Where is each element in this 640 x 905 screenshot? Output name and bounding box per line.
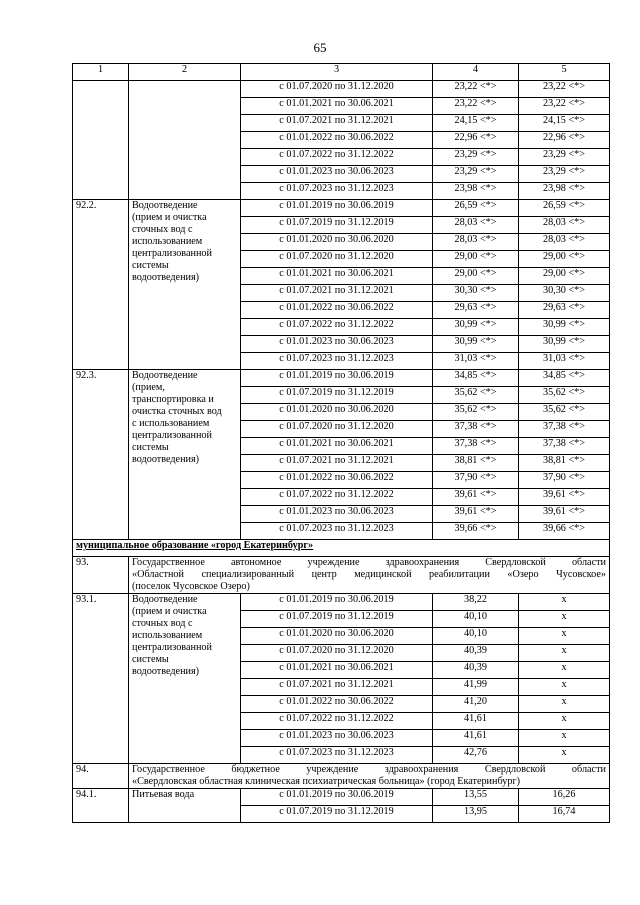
organization-name-line: Государственное автономное учреждение здравоохранения Свердловской области [132, 557, 606, 568]
tariff-value-col4: 40,39 [433, 662, 519, 679]
tariff-value-col5: x [519, 679, 610, 696]
tariff-value-col5: 23,98 <*> [519, 183, 610, 200]
item-number: 93.1. [73, 594, 129, 764]
item-number: 92.3. [73, 370, 129, 540]
item-number: 94.1. [73, 789, 129, 823]
tariff-value-col4: 41,20 [433, 696, 519, 713]
table-row [73, 370, 610, 387]
tariff-value-col5: 35,62 <*> [519, 404, 610, 421]
period-cell: с 01.07.2020 по 31.12.2020 [241, 421, 433, 438]
tariff-value-col4: 28,03 <*> [433, 234, 519, 251]
description-line: централизованной [132, 248, 212, 259]
period-cell: с 01.07.2022 по 31.12.2022 [241, 149, 433, 166]
tariff-value-col5: 23,29 <*> [519, 149, 610, 166]
tariff-value-col4: 34,85 <*> [433, 370, 519, 387]
period-cell: с 01.01.2022 по 30.06.2022 [241, 302, 433, 319]
description-line: транспортировка и [132, 394, 214, 405]
tariff-value-col5: x [519, 628, 610, 645]
period-cell: с 01.01.2022 по 30.06.2022 [241, 696, 433, 713]
description-line: (прием и очистка [132, 212, 207, 223]
period-cell: с 01.01.2020 по 30.06.2020 [241, 628, 433, 645]
table-row [73, 789, 610, 806]
tariff-value-col4: 38,81 <*> [433, 455, 519, 472]
period-cell: с 01.01.2023 по 30.06.2023 [241, 730, 433, 747]
tariff-value-col4: 26,59 <*> [433, 200, 519, 217]
tariff-value-col4: 23,22 <*> [433, 98, 519, 115]
period-cell: с 01.07.2023 по 31.12.2023 [241, 353, 433, 370]
tariff-value-col4: 22,96 <*> [433, 132, 519, 149]
item-description [129, 789, 241, 823]
tariff-value-col5: 29,00 <*> [519, 251, 610, 268]
description-line: использованием [132, 630, 203, 641]
tariff-value-col4: 30,99 <*> [433, 336, 519, 353]
description-line: сточных вод с [132, 224, 193, 235]
description-line: системы [132, 654, 169, 665]
tariff-value-col4: 29,63 <*> [433, 302, 519, 319]
period-cell: с 01.07.2021 по 31.12.2021 [241, 455, 433, 472]
description-line: системы [132, 442, 169, 453]
period-cell: с 01.01.2021 по 30.06.2021 [241, 268, 433, 285]
tariff-value-col5: 39,61 <*> [519, 506, 610, 523]
description-line: Водоотведение [132, 594, 198, 605]
period-cell: с 01.07.2022 по 31.12.2022 [241, 319, 433, 336]
description-line: Водоотведение [132, 200, 198, 211]
tariff-value-col4: 37,90 <*> [433, 472, 519, 489]
tariff-value-col5: 29,00 <*> [519, 268, 610, 285]
item-number [73, 81, 129, 200]
organization-name [129, 557, 610, 594]
tariff-value-col5: 16,74 [519, 806, 610, 823]
period-cell: с 01.01.2019 по 30.06.2019 [241, 200, 433, 217]
item-number: 92.2. [73, 200, 129, 370]
tariff-value-col5: 31,03 <*> [519, 353, 610, 370]
period-cell: с 01.07.2023 по 31.12.2023 [241, 183, 433, 200]
period-cell: с 01.07.2023 по 31.12.2023 [241, 523, 433, 540]
header-row [73, 64, 610, 81]
tariff-value-col5: x [519, 747, 610, 764]
tariff-value-col5: 37,90 <*> [519, 472, 610, 489]
tariff-value-col5: 23,22 <*> [519, 81, 610, 98]
tariff-value-col4: 41,99 [433, 679, 519, 696]
tariff-value-col4: 37,38 <*> [433, 421, 519, 438]
item-description [129, 370, 241, 540]
table-row [73, 594, 610, 611]
tariff-value-col5: 24,15 <*> [519, 115, 610, 132]
tariff-value-col5: x [519, 594, 610, 611]
tariff-table-body [73, 64, 610, 823]
description-line: водоотведения) [132, 454, 200, 465]
period-cell: с 01.07.2019 по 31.12.2019 [241, 806, 433, 823]
period-cell: с 01.07.2021 по 31.12.2021 [241, 285, 433, 302]
period-cell: с 01.01.2021 по 30.06.2021 [241, 662, 433, 679]
period-cell: с 01.01.2021 по 30.06.2021 [241, 98, 433, 115]
tariff-value-col4: 24,15 <*> [433, 115, 519, 132]
tariff-value-col5: x [519, 730, 610, 747]
organization-name-line: «Областной специализированный центр медицинской реабилитации «Озеро Чусовское» [132, 569, 606, 580]
period-cell: с 01.01.2022 по 30.06.2022 [241, 472, 433, 489]
organization-name-line: (поселок Чусовское Озеро) [132, 581, 250, 592]
description-line: сточных вод с [132, 618, 193, 629]
organization-name-line: Государственное бюджетное учреждение здравоохранения Свердловской области [132, 764, 606, 775]
period-cell: с 01.07.2021 по 31.12.2021 [241, 679, 433, 696]
tariff-value-col4: 28,03 <*> [433, 217, 519, 234]
organization-row [73, 557, 610, 594]
organization-number: 93. [73, 557, 129, 594]
header-col-4: 4 [433, 64, 519, 81]
description-line: централизованной [132, 430, 212, 441]
tariff-value-col4: 23,29 <*> [433, 149, 519, 166]
description-line: очистка сточных вод [132, 406, 222, 417]
tariff-value-col4: 13,55 [433, 789, 519, 806]
tariff-value-col4: 23,22 <*> [433, 81, 519, 98]
tariff-value-col4: 30,99 <*> [433, 319, 519, 336]
tariff-value-col4: 37,38 <*> [433, 438, 519, 455]
period-cell: с 01.07.2019 по 31.12.2019 [241, 611, 433, 628]
tariff-value-col5: x [519, 611, 610, 628]
period-cell: с 01.07.2021 по 31.12.2021 [241, 115, 433, 132]
tariff-value-col5: 38,81 <*> [519, 455, 610, 472]
period-cell: с 01.01.2019 по 30.06.2019 [241, 789, 433, 806]
tariff-value-col4: 39,61 <*> [433, 489, 519, 506]
tariff-value-col4: 23,98 <*> [433, 183, 519, 200]
description-line: (прием и очистка [132, 606, 207, 617]
description-line: централизованной [132, 642, 212, 653]
period-cell: с 01.01.2023 по 30.06.2023 [241, 166, 433, 183]
description-line: водоотведения) [132, 666, 200, 677]
description-line: использованием [132, 236, 203, 247]
tariff-value-col5: 39,61 <*> [519, 489, 610, 506]
tariff-value-col4: 39,61 <*> [433, 506, 519, 523]
tariff-value-col4: 40,10 [433, 628, 519, 645]
organization-row [73, 764, 610, 789]
tariff-value-col4: 35,62 <*> [433, 404, 519, 421]
tariff-value-col5: 29,63 <*> [519, 302, 610, 319]
tariff-value-col5: x [519, 713, 610, 730]
tariff-value-col5: 30,30 <*> [519, 285, 610, 302]
header-col-1: 1 [73, 64, 129, 81]
tariff-table [72, 63, 610, 823]
tariff-value-col4: 41,61 [433, 713, 519, 730]
period-cell: с 01.01.2023 по 30.06.2023 [241, 506, 433, 523]
period-cell: с 01.01.2020 по 30.06.2020 [241, 404, 433, 421]
table-row [73, 200, 610, 217]
tariff-value-col5: 39,66 <*> [519, 523, 610, 540]
header-col-5: 5 [519, 64, 610, 81]
period-cell: с 01.07.2022 по 31.12.2022 [241, 489, 433, 506]
tariff-value-col5: 16,26 [519, 789, 610, 806]
tariff-value-col4: 29,00 <*> [433, 268, 519, 285]
period-cell: с 01.07.2020 по 31.12.2020 [241, 645, 433, 662]
tariff-value-col5: 37,38 <*> [519, 421, 610, 438]
tariff-value-col4: 35,62 <*> [433, 387, 519, 404]
period-cell: с 01.07.2020 по 31.12.2020 [241, 81, 433, 98]
description-line: системы [132, 260, 169, 271]
tariff-value-col4: 40,10 [433, 611, 519, 628]
tariff-value-col4: 23,29 <*> [433, 166, 519, 183]
municipality-row [73, 540, 610, 557]
municipality-heading: муниципальное образование «город Екатеринбург» [73, 540, 610, 557]
tariff-value-col5: 28,03 <*> [519, 234, 610, 251]
tariff-value-col5: x [519, 645, 610, 662]
period-cell: с 01.01.2022 по 30.06.2022 [241, 132, 433, 149]
tariff-value-col5: 37,38 <*> [519, 438, 610, 455]
tariff-value-col5: 35,62 <*> [519, 387, 610, 404]
item-description [129, 200, 241, 370]
period-cell: с 01.01.2019 по 30.06.2019 [241, 594, 433, 611]
tariff-value-col5: 26,59 <*> [519, 200, 610, 217]
item-description [129, 81, 241, 200]
period-cell: с 01.01.2023 по 30.06.2023 [241, 336, 433, 353]
period-cell: с 01.07.2020 по 31.12.2020 [241, 251, 433, 268]
tariff-value-col4: 29,00 <*> [433, 251, 519, 268]
tariff-value-col4: 31,03 <*> [433, 353, 519, 370]
tariff-value-col5: 23,29 <*> [519, 166, 610, 183]
table-row [73, 81, 610, 98]
tariff-value-col4: 30,30 <*> [433, 285, 519, 302]
tariff-value-col5: 28,03 <*> [519, 217, 610, 234]
tariff-value-col5: x [519, 696, 610, 713]
tariff-value-col4: 38,22 [433, 594, 519, 611]
tariff-value-col5: 30,99 <*> [519, 319, 610, 336]
period-cell: с 01.07.2022 по 31.12.2022 [241, 713, 433, 730]
description-line: Питьевая вода [132, 789, 195, 800]
page-number: 65 [313, 40, 327, 55]
header-col-3: 3 [241, 64, 433, 81]
description-line: (прием, [132, 382, 165, 393]
tariff-value-col5: x [519, 662, 610, 679]
item-description [129, 594, 241, 764]
period-cell: с 01.07.2019 по 31.12.2019 [241, 217, 433, 234]
organization-name-line: «Свердловская областная клиническая психиатрическая больница» (город Екатеринбург) [132, 776, 521, 787]
tariff-value-col5: 23,22 <*> [519, 98, 610, 115]
tariff-value-col4: 41,61 [433, 730, 519, 747]
description-line: водоотведения) [132, 272, 200, 283]
tariff-value-col4: 13,95 [433, 806, 519, 823]
period-cell: с 01.01.2021 по 30.06.2021 [241, 438, 433, 455]
period-cell: с 01.07.2023 по 31.12.2023 [241, 747, 433, 764]
tariff-value-col4: 42,76 [433, 747, 519, 764]
organization-name [129, 764, 610, 789]
tariff-value-col5: 34,85 <*> [519, 370, 610, 387]
header-col-2: 2 [129, 64, 241, 81]
tariff-value-col4: 40,39 [433, 645, 519, 662]
period-cell: с 01.07.2019 по 31.12.2019 [241, 387, 433, 404]
organization-number: 94. [73, 764, 129, 789]
period-cell: с 01.01.2020 по 30.06.2020 [241, 234, 433, 251]
tariff-value-col5: 30,99 <*> [519, 336, 610, 353]
tariff-value-col4: 39,66 <*> [433, 523, 519, 540]
description-line: с использованием [132, 418, 210, 429]
tariff-value-col5: 22,96 <*> [519, 132, 610, 149]
period-cell: с 01.01.2019 по 30.06.2019 [241, 370, 433, 387]
description-line: Водоотведение [132, 370, 198, 381]
